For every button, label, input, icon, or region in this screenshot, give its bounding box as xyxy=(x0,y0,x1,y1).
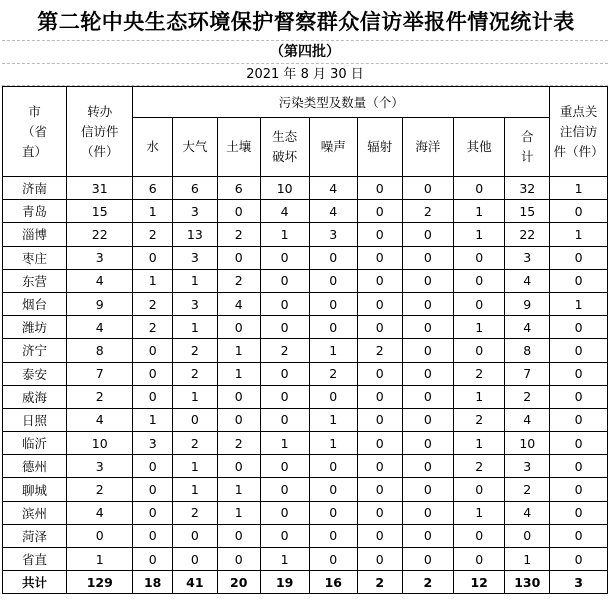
value-cell: 1 xyxy=(454,223,505,246)
value-cell: 0 xyxy=(217,200,260,223)
value-cell: 0 xyxy=(550,246,608,269)
total-value: 2 xyxy=(357,571,402,594)
value-cell: 3 xyxy=(505,455,550,478)
value-cell: 2 xyxy=(133,292,173,315)
total-value: 12 xyxy=(454,571,505,594)
value-cell: 2 xyxy=(260,339,309,362)
value-cell: 0 xyxy=(309,501,357,524)
header-type: 生态 破坏 xyxy=(260,118,309,177)
value-cell: 0 xyxy=(133,524,173,547)
value-cell: 6 xyxy=(217,177,260,200)
value-cell: 15 xyxy=(505,200,550,223)
header-type: 土壤 xyxy=(217,118,260,177)
value-cell: 7 xyxy=(505,362,550,385)
value-cell: 0 xyxy=(133,478,173,501)
value-cell: 1 xyxy=(172,478,217,501)
city-cell: 潍坊 xyxy=(3,316,67,339)
value-cell: 0 xyxy=(133,501,173,524)
value-cell: 1 xyxy=(172,385,217,408)
value-cell: 8 xyxy=(505,339,550,362)
city-cell: 济宁 xyxy=(3,339,67,362)
value-cell: 2 xyxy=(133,223,173,246)
city-cell: 聊城 xyxy=(3,478,67,501)
page-title: 第二轮中央生态环境保护督察群众信访举报件情况统计表 xyxy=(37,9,575,34)
value-cell: 0 xyxy=(133,548,173,571)
value-cell: 0 xyxy=(550,501,608,524)
value-cell: 2 xyxy=(67,385,133,408)
value-cell: 0 xyxy=(357,385,402,408)
value-cell: 1 xyxy=(217,362,260,385)
value-cell: 1 xyxy=(133,408,173,431)
value-cell: 0 xyxy=(357,316,402,339)
value-cell: 1 xyxy=(309,408,357,431)
value-cell: 0 xyxy=(217,548,260,571)
value-cell: 0 xyxy=(217,316,260,339)
table-row xyxy=(3,385,608,408)
value-cell: 0 xyxy=(217,408,260,431)
value-cell: 0 xyxy=(402,385,453,408)
value-cell: 0 xyxy=(260,455,309,478)
value-cell: 0 xyxy=(260,408,309,431)
header-city: 市 （省 直） xyxy=(3,87,67,177)
value-cell: 2 xyxy=(454,362,505,385)
value-cell: 2 xyxy=(172,362,217,385)
value-cell: 13 xyxy=(172,223,217,246)
value-cell: 4 xyxy=(67,316,133,339)
table-row xyxy=(3,362,608,385)
value-cell: 0 xyxy=(402,548,453,571)
value-cell: 0 xyxy=(402,501,453,524)
table-row xyxy=(3,246,608,269)
value-cell: 0 xyxy=(357,548,402,571)
value-cell: 2 xyxy=(172,339,217,362)
value-cell: 0 xyxy=(454,269,505,292)
city-cell: 德州 xyxy=(3,455,67,478)
total-label: 共计 xyxy=(3,571,67,594)
city-cell: 滨州 xyxy=(3,501,67,524)
value-cell: 0 xyxy=(133,385,173,408)
value-cell: 0 xyxy=(133,246,173,269)
value-cell: 1 xyxy=(309,339,357,362)
city-cell: 青岛 xyxy=(3,200,67,223)
value-cell: 0 xyxy=(260,292,309,315)
value-cell: 0 xyxy=(260,246,309,269)
value-cell: 0 xyxy=(309,455,357,478)
city-cell: 泰安 xyxy=(3,362,67,385)
value-cell: 0 xyxy=(550,316,608,339)
city-cell: 日照 xyxy=(3,408,67,431)
value-cell: 0 xyxy=(454,339,505,362)
total-value: 2 xyxy=(402,571,453,594)
total-value: 129 xyxy=(67,571,133,594)
value-cell: 0 xyxy=(402,362,453,385)
value-cell: 6 xyxy=(133,177,173,200)
value-cell: 3 xyxy=(172,246,217,269)
city-cell: 威海 xyxy=(3,385,67,408)
total-value: 20 xyxy=(217,571,260,594)
value-cell: 0 xyxy=(454,524,505,547)
value-cell: 1 xyxy=(454,501,505,524)
value-cell: 0 xyxy=(217,385,260,408)
total-row xyxy=(3,571,608,594)
table-row xyxy=(3,408,608,431)
value-cell: 3 xyxy=(505,246,550,269)
value-cell: 1 xyxy=(454,316,505,339)
value-cell: 1 xyxy=(260,223,309,246)
value-cell: 22 xyxy=(67,223,133,246)
value-cell: 0 xyxy=(402,269,453,292)
header-type: 大气 xyxy=(172,118,217,177)
value-cell: 1 xyxy=(260,548,309,571)
value-cell: 2 xyxy=(172,432,217,455)
value-cell: 0 xyxy=(309,548,357,571)
value-cell: 4 xyxy=(260,200,309,223)
value-cell: 9 xyxy=(505,292,550,315)
header-pollution-group: 污染类型及数量（个） xyxy=(133,87,550,118)
value-cell: 0 xyxy=(309,316,357,339)
value-cell: 4 xyxy=(217,292,260,315)
value-cell: 4 xyxy=(505,501,550,524)
value-cell: 0 xyxy=(260,478,309,501)
value-cell: 2 xyxy=(172,501,217,524)
header-type: 辐射 xyxy=(357,118,402,177)
value-cell: 2 xyxy=(505,385,550,408)
header-type: 水 xyxy=(133,118,173,177)
value-cell: 8 xyxy=(67,339,133,362)
value-cell: 1 xyxy=(67,548,133,571)
value-cell: 0 xyxy=(402,246,453,269)
value-cell: 3 xyxy=(172,200,217,223)
header-type: 合 计 xyxy=(505,118,550,177)
value-cell: 1 xyxy=(550,223,608,246)
value-cell: 1 xyxy=(505,548,550,571)
value-cell: 0 xyxy=(357,455,402,478)
table-row xyxy=(3,339,608,362)
value-cell: 2 xyxy=(454,408,505,431)
value-cell: 1 xyxy=(454,200,505,223)
total-value: 19 xyxy=(260,571,309,594)
value-cell: 4 xyxy=(67,408,133,431)
value-cell: 0 xyxy=(260,316,309,339)
value-cell: 1 xyxy=(260,432,309,455)
value-cell: 9 xyxy=(67,292,133,315)
value-cell: 1 xyxy=(550,292,608,315)
table-row xyxy=(3,269,608,292)
table-row xyxy=(3,524,608,547)
value-cell: 0 xyxy=(402,339,453,362)
value-cell: 4 xyxy=(505,269,550,292)
value-cell: 4 xyxy=(309,200,357,223)
value-cell: 10 xyxy=(505,432,550,455)
value-cell: 0 xyxy=(260,524,309,547)
value-cell: 0 xyxy=(357,200,402,223)
table-row xyxy=(3,478,608,501)
value-cell: 0 xyxy=(550,408,608,431)
value-cell: 0 xyxy=(357,478,402,501)
value-cell: 0 xyxy=(309,269,357,292)
value-cell: 0 xyxy=(309,478,357,501)
value-cell: 1 xyxy=(172,316,217,339)
statistics-table xyxy=(2,86,608,594)
value-cell: 4 xyxy=(309,177,357,200)
batch-subtitle: （第四批） xyxy=(2,40,608,64)
value-cell: 0 xyxy=(357,269,402,292)
value-cell: 0 xyxy=(260,362,309,385)
city-cell: 省直 xyxy=(3,548,67,571)
value-cell: 0 xyxy=(550,455,608,478)
value-cell: 2 xyxy=(217,432,260,455)
city-cell: 济南 xyxy=(3,177,67,200)
value-cell: 0 xyxy=(357,524,402,547)
value-cell: 0 xyxy=(454,478,505,501)
total-value: 18 xyxy=(133,571,173,594)
value-cell: 0 xyxy=(357,246,402,269)
value-cell: 2 xyxy=(309,362,357,385)
value-cell: 0 xyxy=(550,269,608,292)
value-cell: 1 xyxy=(172,269,217,292)
table-row xyxy=(3,316,608,339)
value-cell: 0 xyxy=(357,223,402,246)
value-cell: 1 xyxy=(454,385,505,408)
value-cell: 2 xyxy=(454,455,505,478)
value-cell: 6 xyxy=(172,177,217,200)
value-cell: 3 xyxy=(172,292,217,315)
value-cell: 0 xyxy=(172,408,217,431)
city-cell: 东营 xyxy=(3,269,67,292)
value-cell: 3 xyxy=(67,455,133,478)
value-cell: 0 xyxy=(309,524,357,547)
value-cell: 1 xyxy=(217,339,260,362)
table-row xyxy=(3,548,608,571)
value-cell: 0 xyxy=(217,524,260,547)
value-cell: 0 xyxy=(309,385,357,408)
value-cell: 2 xyxy=(217,223,260,246)
value-cell: 10 xyxy=(67,432,133,455)
total-value: 130 xyxy=(505,571,550,594)
value-cell: 1 xyxy=(172,455,217,478)
value-cell: 1 xyxy=(454,432,505,455)
value-cell: 0 xyxy=(550,548,608,571)
value-cell: 0 xyxy=(454,292,505,315)
value-cell: 1 xyxy=(133,200,173,223)
table-row xyxy=(3,455,608,478)
value-cell: 0 xyxy=(402,432,453,455)
table-row xyxy=(3,223,608,246)
table-row xyxy=(3,432,608,455)
value-cell: 4 xyxy=(67,501,133,524)
value-cell: 0 xyxy=(260,501,309,524)
value-cell: 0 xyxy=(402,524,453,547)
value-cell: 32 xyxy=(505,177,550,200)
value-cell: 0 xyxy=(357,362,402,385)
value-cell: 0 xyxy=(67,524,133,547)
value-cell: 0 xyxy=(550,432,608,455)
value-cell: 1 xyxy=(309,432,357,455)
value-cell: 2 xyxy=(67,478,133,501)
value-cell: 1 xyxy=(217,501,260,524)
city-cell: 枣庄 xyxy=(3,246,67,269)
total-value: 16 xyxy=(309,571,357,594)
value-cell: 0 xyxy=(454,246,505,269)
value-cell: 31 xyxy=(67,177,133,200)
value-cell: 0 xyxy=(402,408,453,431)
value-cell: 1 xyxy=(550,177,608,200)
value-cell: 0 xyxy=(402,455,453,478)
value-cell: 3 xyxy=(133,432,173,455)
value-cell: 0 xyxy=(133,362,173,385)
table-row xyxy=(3,177,608,200)
value-cell: 0 xyxy=(402,177,453,200)
value-cell: 0 xyxy=(357,292,402,315)
value-cell: 1 xyxy=(217,478,260,501)
value-cell: 0 xyxy=(357,501,402,524)
value-cell: 22 xyxy=(505,223,550,246)
header-type: 海洋 xyxy=(402,118,453,177)
value-cell: 7 xyxy=(67,362,133,385)
value-cell: 0 xyxy=(133,339,173,362)
city-cell: 淄博 xyxy=(3,223,67,246)
value-cell: 2 xyxy=(357,339,402,362)
value-cell: 0 xyxy=(550,524,608,547)
value-cell: 3 xyxy=(67,246,133,269)
value-cell: 10 xyxy=(260,177,309,200)
table-row xyxy=(3,292,608,315)
value-cell: 0 xyxy=(402,316,453,339)
value-cell: 0 xyxy=(357,432,402,455)
total-value: 3 xyxy=(550,571,608,594)
value-cell: 0 xyxy=(260,385,309,408)
value-cell: 1 xyxy=(133,269,173,292)
value-cell: 0 xyxy=(217,246,260,269)
value-cell: 4 xyxy=(67,269,133,292)
value-cell: 4 xyxy=(505,316,550,339)
value-cell: 0 xyxy=(402,223,453,246)
value-cell: 0 xyxy=(357,177,402,200)
value-cell: 4 xyxy=(505,408,550,431)
value-cell: 0 xyxy=(402,292,453,315)
value-cell: 2 xyxy=(133,316,173,339)
value-cell: 0 xyxy=(172,524,217,547)
header-type: 其他 xyxy=(454,118,505,177)
value-cell: 3 xyxy=(309,223,357,246)
value-cell: 0 xyxy=(550,200,608,223)
value-cell: 0 xyxy=(550,385,608,408)
value-cell: 0 xyxy=(133,455,173,478)
value-cell: 0 xyxy=(402,478,453,501)
value-cell: 2 xyxy=(402,200,453,223)
table-row xyxy=(3,501,608,524)
value-cell: 0 xyxy=(550,478,608,501)
value-cell: 2 xyxy=(505,478,550,501)
header-transfer: 转办 信访件 （件） xyxy=(67,87,133,177)
value-cell: 0 xyxy=(309,246,357,269)
city-cell: 烟台 xyxy=(3,292,67,315)
header-key-petitions: 重点关 注信访 件（件） xyxy=(550,87,608,177)
value-cell: 2 xyxy=(217,269,260,292)
value-cell: 0 xyxy=(454,548,505,571)
value-cell: 0 xyxy=(550,362,608,385)
value-cell: 0 xyxy=(217,455,260,478)
header-type: 噪声 xyxy=(309,118,357,177)
city-cell: 临沂 xyxy=(3,432,67,455)
value-cell: 15 xyxy=(67,200,133,223)
table-row xyxy=(3,200,608,223)
value-cell: 0 xyxy=(454,177,505,200)
city-cell: 菏泽 xyxy=(3,524,67,547)
value-cell: 0 xyxy=(550,339,608,362)
value-cell: 0 xyxy=(309,292,357,315)
value-cell: 0 xyxy=(172,548,217,571)
value-cell: 0 xyxy=(260,269,309,292)
report-date: 2021 年 8 月 30 日 xyxy=(2,63,608,86)
value-cell: 0 xyxy=(505,524,550,547)
total-value: 41 xyxy=(172,571,217,594)
value-cell: 0 xyxy=(357,408,402,431)
